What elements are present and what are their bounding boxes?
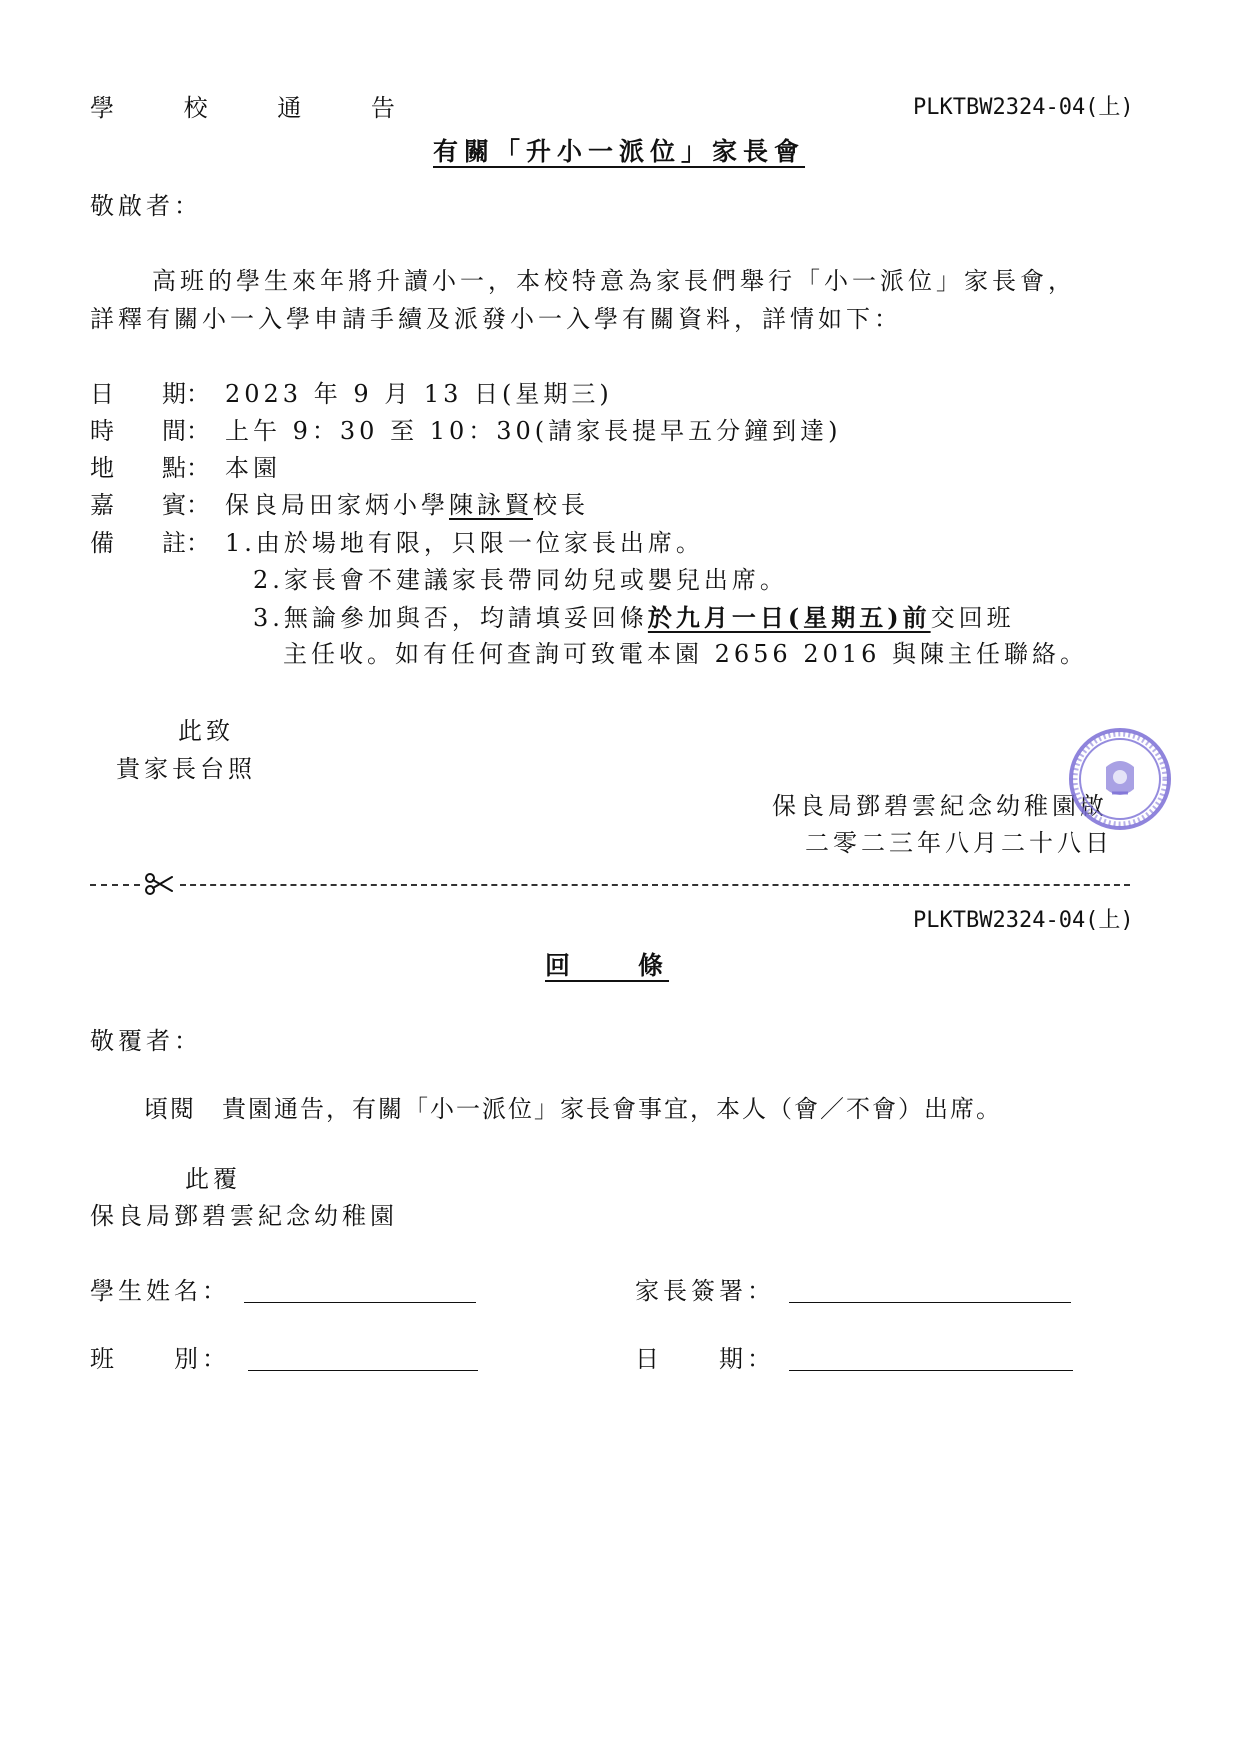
detail-remarks-label: 備 註： — [90, 529, 210, 557]
cut-line — [90, 872, 1130, 896]
guest-name: 陳詠賢 — [449, 491, 533, 519]
guest-school: 保良局田家炳小學 — [225, 491, 449, 519]
guest-title: 校長 — [533, 491, 589, 519]
student-name-label: 學生姓名： — [90, 1277, 230, 1305]
reply-date-label: 日 期： — [635, 1345, 775, 1373]
detail-remarks — [90, 527, 704, 559]
cut-line-left — [90, 884, 140, 886]
cut-line-right — [180, 884, 1130, 886]
slip-title: 回 條 — [545, 951, 670, 980]
class-field[interactable] — [248, 1370, 478, 1371]
detail-date-label: 日 期： — [90, 380, 210, 408]
addressee: 貴家長台照 — [116, 755, 256, 783]
letter-date: 二零二三年八月二十八日 — [805, 829, 1113, 857]
scissors-icon — [144, 872, 174, 896]
remark-1: 1.由於場地有限，只限一位家長出席。 — [225, 529, 704, 557]
salutation: 敬啟者： — [90, 192, 202, 220]
remark-3-continued: 主任收。如有任何查詢可致電本園 2656 2016 與陳主任聯絡。 — [283, 640, 1089, 668]
detail-venue-label: 地 點： — [90, 454, 210, 482]
remark-3-deadline: 於九月一日(星期五)前 — [647, 603, 931, 632]
remark-3 — [253, 602, 1015, 634]
reference-number: PLKTBW2324-04(上) — [913, 95, 1134, 120]
slip-body: 頃閱 貴園通告，有關「小一派位」家長會事宜，本人（會／不會）出席。 — [144, 1095, 1002, 1123]
notice-title: 有關「升小一派位」家長會 — [433, 137, 806, 166]
slip-salutation: 敬覆者： — [90, 1027, 202, 1055]
sender: 保良局鄧碧雲紀念幼稚園啟 — [772, 792, 1108, 820]
intro-paragraph-line-1: 高班的學生來年將升讀小一，本校特意為家長們舉行「小一派位」家長會， — [152, 267, 1076, 295]
detail-time — [90, 415, 842, 447]
school-seal — [1068, 727, 1172, 831]
remark-3-start: 3.無論參加與否，均請填妥回條 — [253, 604, 648, 632]
detail-time-label: 時 間： — [90, 417, 210, 445]
closing: 此致 — [178, 717, 234, 745]
detail-guest — [90, 489, 589, 521]
parent-signature-label: 家長簽署： — [635, 1277, 775, 1305]
remark-2: 2.家長會不建議家長帶同幼兒或嬰兒出席。 — [253, 566, 788, 594]
notice-type: 學 校 通 告 — [90, 94, 426, 122]
detail-guest-label: 嘉 賓： — [90, 491, 210, 519]
detail-time-value: 上午 9：30 至 10：30(請家長提早五分鐘到達) — [225, 417, 842, 445]
reply-date-field[interactable] — [789, 1370, 1073, 1371]
student-name-field[interactable] — [244, 1302, 476, 1303]
class-label: 班 別： — [90, 1345, 230, 1373]
detail-venue — [90, 452, 281, 484]
slip-closing: 此覆 — [185, 1165, 241, 1193]
remark-3-end: 交回班 — [930, 604, 1015, 632]
parent-signature-field[interactable] — [789, 1302, 1071, 1303]
detail-date-value: 2023 年 9 月 13 日(星期三) — [225, 380, 613, 408]
intro-paragraph-line-2: 詳釋有關小一入學申請手續及派發小一入學有關資料，詳情如下： — [90, 305, 902, 333]
detail-date — [90, 378, 613, 410]
slip-reference-number: PLKTBW2324-04(上) — [913, 908, 1134, 933]
slip-addressee: 保良局鄧碧雲紀念幼稚園 — [90, 1202, 398, 1230]
detail-venue-value: 本園 — [225, 454, 281, 482]
